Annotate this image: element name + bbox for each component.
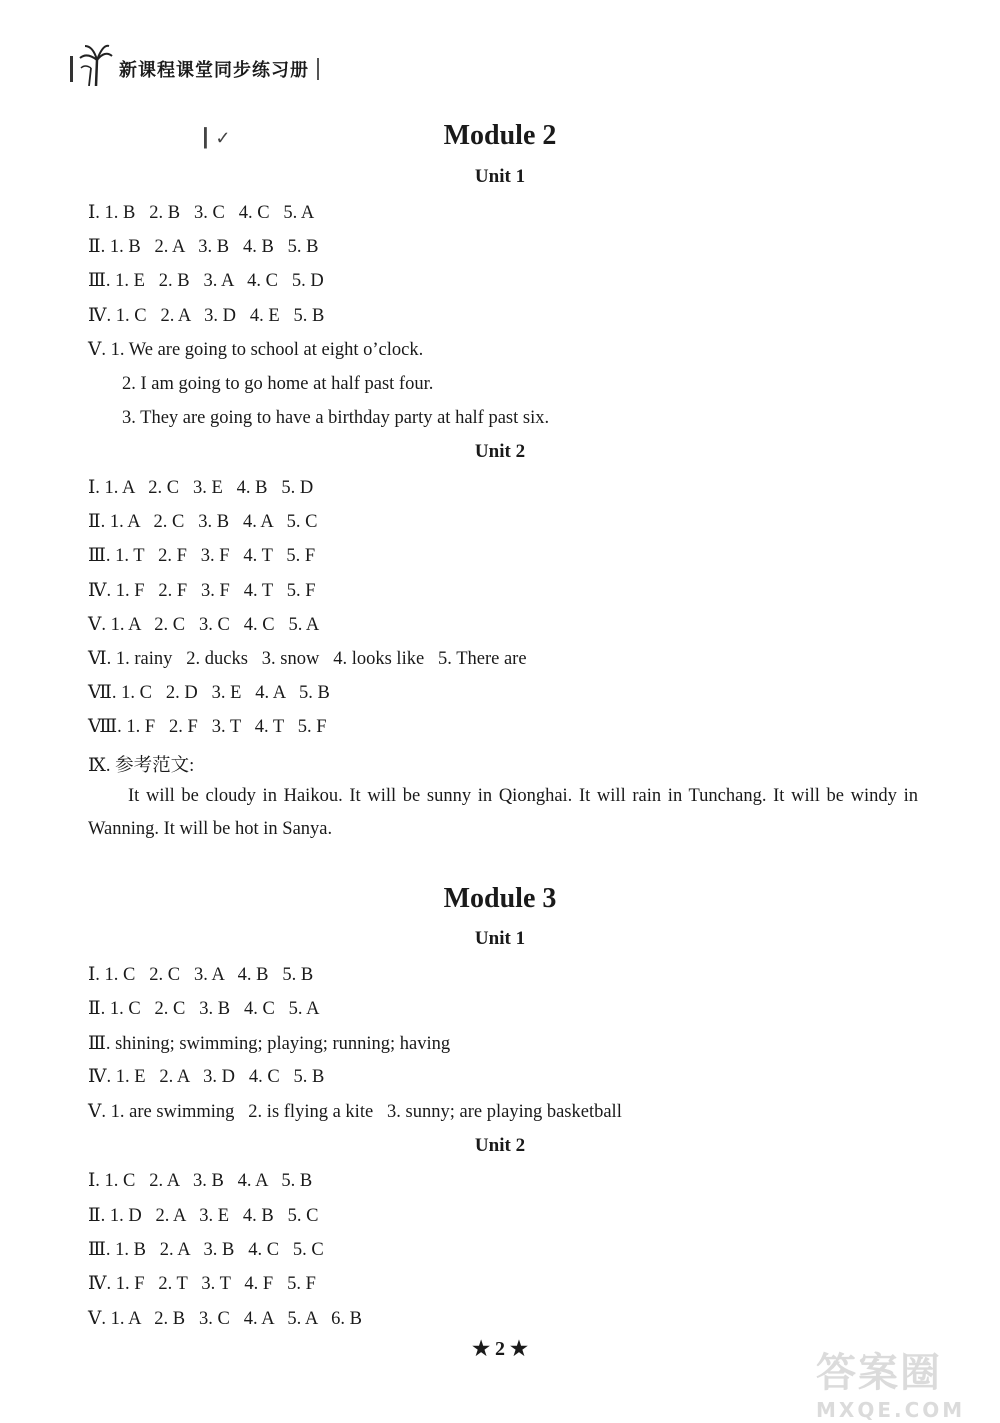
answer-line: Ⅳ. 1. F 2. F 3. F 4. T 5. F [88, 581, 316, 601]
watermark-logo [816, 1341, 986, 1422]
answer-line: Ⅳ. 1. F 2. T 3. T 4. F 5. F [88, 1274, 316, 1294]
answer-line: Ⅳ. 1. E 2. A 3. D 4. C 5. B [88, 1067, 325, 1087]
answer-line: Ⅲ. 1. E 2. B 3. A 4. C 5. D [88, 271, 324, 291]
answer-line: Ⅲ. 1. B 2. A 3. B 4. C 5. C [88, 1240, 324, 1260]
answer-line: Ⅴ. 1. A 2. B 3. C 4. A 5. A 6. B [88, 1309, 362, 1329]
header-divider-right [317, 58, 319, 80]
header-divider [70, 56, 73, 82]
watermark-url: MXQE.COM [816, 1398, 966, 1422]
module-3-title: Module 3 [443, 883, 557, 914]
answer-line: Ⅱ. 1. C 2. C 3. B 4. C 5. A [88, 999, 320, 1019]
answer-line: Ⅱ. 1. D 2. A 3. E 4. B 5. C [88, 1206, 319, 1226]
answer-line: Ⅰ. 1. C 2. C 3. A 4. B 5. B [88, 965, 314, 985]
answer-line: 3. They are going to have a birthday party at half past six. [122, 408, 550, 428]
answer-line: Ⅵ. 1. rainy 2. ducks 3. snow 4. looks like 5. There are [88, 649, 527, 669]
module-3-unit-1-title: Unit 1 [474, 928, 526, 949]
module-2-unit-2-title: Unit 2 [474, 441, 526, 462]
book-header [70, 36, 319, 86]
module-2-unit-1-title: Unit 1 [474, 166, 526, 187]
answer-line: Ⅷ. 1. F 2. F 3. T 4. T 5. F [88, 717, 327, 737]
answer-line: Ⅰ. 1. C 2. A 3. B 4. A 5. B [88, 1171, 313, 1191]
watermark-text: 答案圈 [816, 1350, 942, 1396]
page-number: ★ 2 ★ [472, 1338, 528, 1360]
palm-tree-icon [79, 42, 113, 86]
decorative-mark: ┃ ✓ [200, 128, 231, 148]
model-essay: It will be cloudy in Haikou. It will be sunny in Qionghai. It will rain in Tunchang. It will be windy in Wanning. It will be hot in Sanya. [88, 786, 918, 839]
answer-line: Ⅴ. 1. are swimming 2. is flying a kite 3. sunny; are playing basketball [88, 1102, 622, 1122]
answer-line: 2. I am going to go home at half past four. [122, 374, 434, 394]
answer-line: Ⅴ. 1. We are going to school at eight o’clock. [88, 340, 424, 360]
answer-line: Ⅰ. 1. B 2. B 3. C 4. C 5. A [88, 203, 315, 223]
answer-line: Ⅳ. 1. C 2. A 3. D 4. E 5. B [88, 306, 325, 326]
answer-line: Ⅴ. 1. A 2. C 3. C 4. C 5. A [88, 615, 320, 635]
answer-line: Ⅰ. 1. A 2. C 3. E 4. B 5. D [88, 478, 314, 498]
book-title: 新课程课堂同步练习册 [119, 60, 309, 81]
module-3-unit-2-title: Unit 2 [474, 1135, 526, 1156]
answer-line: Ⅱ. 1. A 2. C 3. B 4. A 5. C [88, 512, 318, 532]
answer-line: Ⅱ. 1. B 2. A 3. B 4. B 5. B [88, 237, 319, 257]
module-2-title: Module 2 [443, 120, 557, 151]
answer-line: Ⅸ. 参考范文: [88, 756, 195, 776]
answer-line: Ⅲ. 1. T 2. F 3. F 4. T 5. F [88, 546, 316, 566]
answer-line: Ⅶ. 1. C 2. D 3. E 4. A 5. B [88, 683, 330, 703]
answer-line: Ⅲ. shining; swimming; playing; running; having [88, 1034, 451, 1054]
